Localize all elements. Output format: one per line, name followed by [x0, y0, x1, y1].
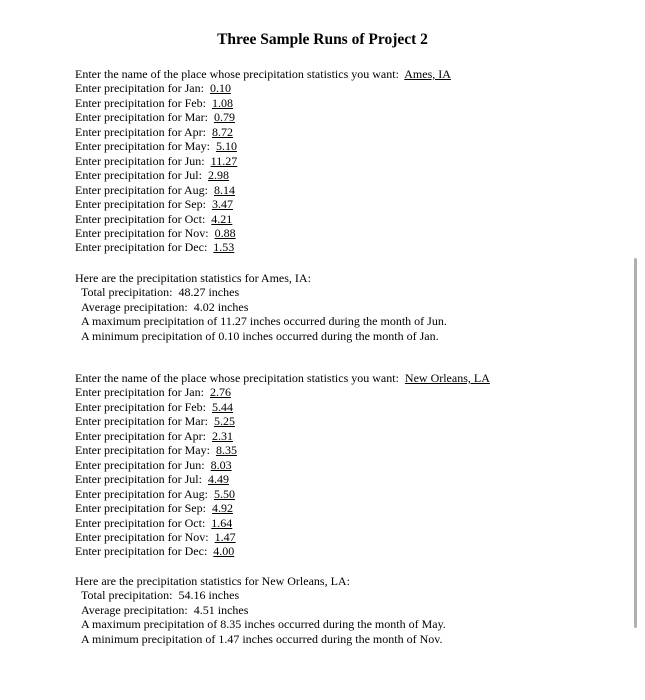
- place-prompt: Enter the name of the place whose precipitation statistics you want:: [75, 67, 399, 81]
- month-prompt: Enter precipitation for Feb:: [75, 399, 206, 414]
- month-input-line: [75, 400, 490, 414]
- month-value: 2.98: [207, 168, 229, 183]
- month-prompt: Enter precipitation for Sep:: [75, 197, 206, 212]
- month-value: 1.64: [211, 515, 233, 530]
- minimum-precipitation: A minimum precipitation of 0.10 inches occurred during the month of Jan.: [81, 328, 439, 343]
- month-input-line: [75, 197, 451, 211]
- month-input-line: [75, 226, 451, 240]
- month-value: 4.49: [207, 472, 229, 487]
- month-input-line: [75, 110, 451, 124]
- month-prompt: Enter precipitation for May:: [75, 139, 210, 154]
- month-value: 5.44: [211, 399, 233, 414]
- month-value: 1.08: [211, 95, 233, 110]
- month-prompt: Enter precipitation for May:: [75, 443, 210, 458]
- month-input-line: [75, 154, 451, 168]
- month-value: 8.03: [210, 457, 232, 472]
- month-input-line: [75, 501, 490, 515]
- month-input-line: [75, 385, 490, 399]
- vertical-scrollbar[interactable]: [634, 258, 637, 628]
- month-value: 4.21: [211, 211, 233, 226]
- month-value: 5.25: [213, 414, 235, 429]
- month-value: 5.50: [213, 486, 235, 501]
- month-input-line: [75, 125, 451, 139]
- month-value: 3.47: [211, 197, 233, 212]
- month-input-line: [75, 544, 490, 558]
- month-prompt: Enter precipitation for Oct:: [75, 211, 206, 226]
- month-value: 2.31: [211, 428, 233, 443]
- month-value: 5.10: [215, 139, 237, 154]
- month-prompt: Enter precipitation for Apr:: [75, 124, 206, 139]
- month-input-line: [75, 530, 490, 544]
- month-prompt: Enter precipitation for Jun:: [75, 457, 205, 472]
- total-precipitation: Total precipitation: 54.16 inches: [81, 588, 240, 603]
- month-prompt: Enter precipitation for Jan:: [75, 81, 204, 96]
- month-input-line: [75, 516, 490, 530]
- month-prompt: Enter precipitation for Dec:: [75, 544, 208, 559]
- month-prompt: Enter precipitation for Mar:: [75, 110, 208, 125]
- month-value: 2.76: [209, 385, 231, 400]
- run-2-input-block: [75, 371, 490, 559]
- maximum-precipitation: A maximum precipitation of 8.35 inches occurred during the month of May.: [81, 617, 446, 632]
- month-input-line: [75, 81, 451, 95]
- month-value: 8.72: [211, 124, 233, 139]
- month-input-line: [75, 487, 490, 501]
- month-input-line: [75, 414, 490, 428]
- page-title: Three Sample Runs of Project 2: [217, 31, 428, 48]
- place-prompt: Enter the name of the place whose precipitation statistics you want:: [75, 371, 399, 385]
- month-prompt: Enter precipitation for Feb:: [75, 95, 206, 110]
- month-value: 0.79: [213, 110, 235, 125]
- average-precipitation: Average precipitation: 4.51 inches: [81, 602, 249, 617]
- minimum-precipitation: A minimum precipitation of 1.47 inches occurred during the month of Nov.: [81, 631, 443, 646]
- average-precipitation: Average precipitation: 4.02 inches: [81, 299, 249, 314]
- month-value: 0.10: [209, 81, 231, 96]
- month-value: 8.14: [213, 182, 235, 197]
- month-input-line: [75, 472, 490, 486]
- month-input-line: [75, 139, 451, 153]
- month-prompt: Enter precipitation for Aug:: [75, 486, 208, 501]
- month-prompt: Enter precipitation for Sep:: [75, 501, 206, 516]
- maximum-precipitation: A maximum precipitation of 11.27 inches occurred during the month of Jun.: [81, 314, 447, 329]
- month-prompt: Enter precipitation for Dec:: [75, 240, 208, 255]
- month-value: 0.88: [214, 225, 236, 240]
- place-prompt-line: [75, 371, 490, 385]
- month-value: 4.92: [211, 501, 233, 516]
- month-prompt: Enter precipitation for Apr:: [75, 428, 206, 443]
- month-input-line: [75, 429, 490, 443]
- month-value: 1.53: [213, 240, 235, 255]
- stats-header: Here are the precipitation statistics for Ames, IA:: [75, 271, 311, 285]
- month-value: 1.47: [214, 529, 236, 544]
- month-input-line: [75, 443, 490, 457]
- run-2-stats-block: [75, 574, 446, 646]
- month-prompt: Enter precipitation for Jun:: [75, 153, 205, 168]
- month-input-line: [75, 240, 451, 254]
- month-prompt: Enter precipitation for Jul:: [75, 168, 202, 183]
- month-value: 8.35: [215, 443, 237, 458]
- month-prompt: Enter precipitation for Jul:: [75, 472, 202, 487]
- place-response: New Orleans, LA: [404, 371, 490, 385]
- month-prompt: Enter precipitation for Oct:: [75, 515, 206, 530]
- month-input-line: [75, 212, 451, 226]
- month-prompt: Enter precipitation for Nov:: [75, 529, 209, 544]
- stats-header: Here are the precipitation statistics for New Orleans, LA:: [75, 574, 350, 588]
- month-input-line: [75, 168, 451, 182]
- month-input-line: [75, 183, 451, 197]
- total-precipitation: Total precipitation: 48.27 inches: [81, 285, 240, 300]
- month-input-line: [75, 96, 451, 110]
- month-value: 11.27: [210, 153, 238, 168]
- month-value: 4.00: [213, 544, 235, 559]
- month-prompt: Enter precipitation for Aug:: [75, 182, 208, 197]
- month-prompt: Enter precipitation for Jan:: [75, 385, 204, 400]
- month-input-line: [75, 458, 490, 472]
- month-prompt: Enter precipitation for Mar:: [75, 414, 208, 429]
- place-prompt-line: [75, 67, 451, 81]
- month-prompt: Enter precipitation for Nov:: [75, 225, 209, 240]
- place-response: Ames, IA: [404, 67, 451, 81]
- run-1-input-block: [75, 67, 451, 255]
- run-1-stats-block: [75, 271, 447, 343]
